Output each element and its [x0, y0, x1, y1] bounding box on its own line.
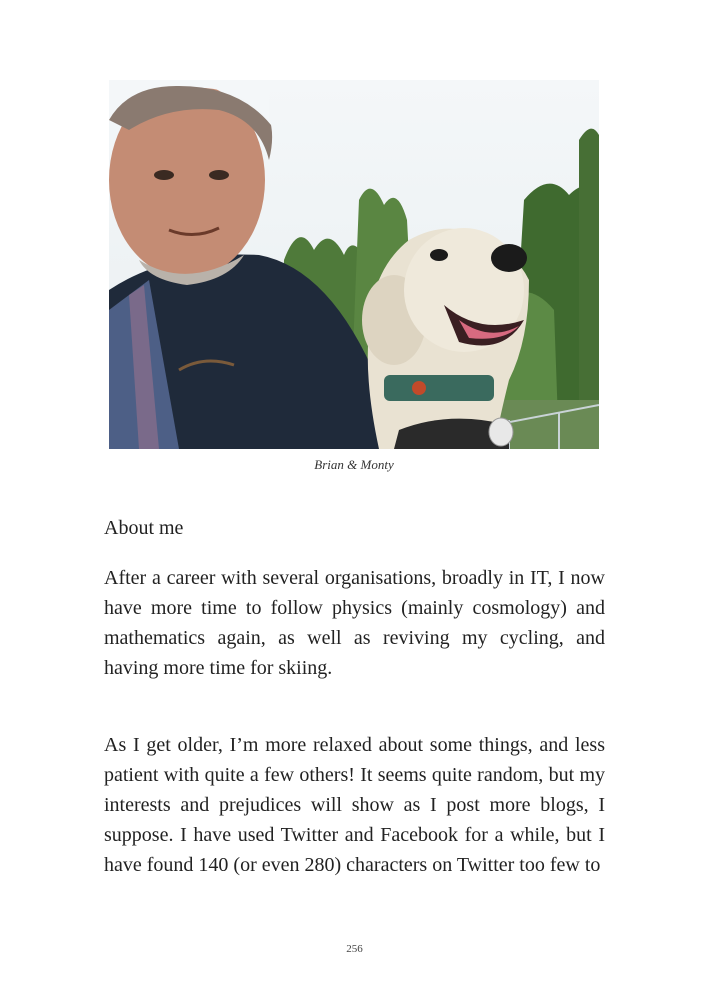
paragraph-2: As I get older, I’m more relaxed about some things, and less patient with quite a few others! It seems quite random, but my interests and prejudices will show as I post more blogs, I suppose. I have used Twitter and Facebook for a while, but I have found 140 (or even 280) characters on Twitter too few to — [104, 734, 605, 876]
photo-caption: Brian & Monty — [314, 457, 394, 472]
paragraph-1: After a career with several organisations, broadly in IT, I now have more time to follow physics (mainly cosmology) and mathematics again, as well as reviving my cycling, and having more time for skiing. — [104, 567, 605, 679]
section-heading: About me — [104, 517, 184, 539]
page-number: 256 — [346, 943, 363, 955]
author-photo — [109, 80, 599, 449]
